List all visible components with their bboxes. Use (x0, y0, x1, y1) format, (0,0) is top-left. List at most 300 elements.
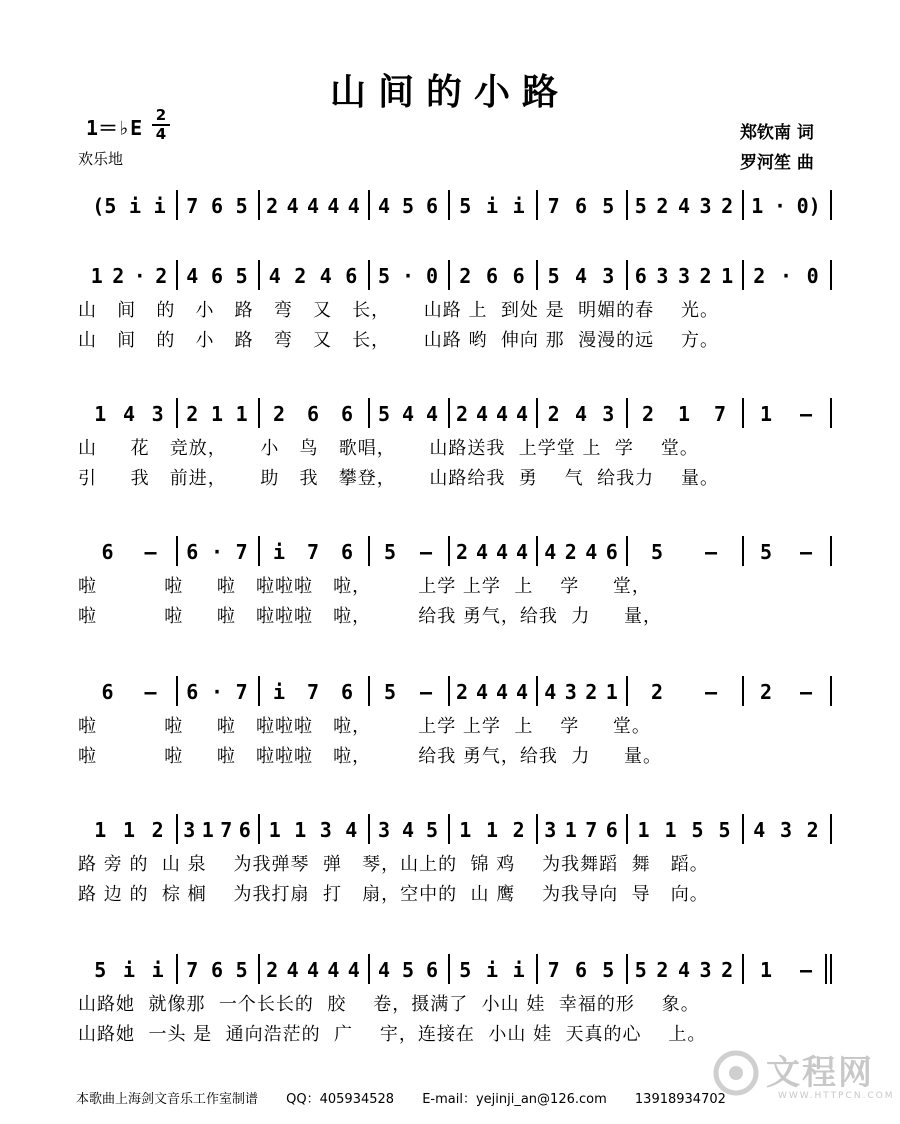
footer-phone: 13918934702 (634, 1092, 726, 1107)
note: 1 (294, 818, 307, 842)
measure (452, 192, 532, 220)
note: 4 (122, 402, 135, 426)
watermark-logo-icon (708, 1045, 764, 1101)
note: 3 (377, 818, 391, 842)
note: · (401, 264, 415, 288)
barline (176, 190, 178, 220)
note: 5 (377, 264, 391, 288)
note: 1 (751, 194, 764, 218)
footer-qq: QQ：405934528 (286, 1092, 395, 1107)
barline (448, 954, 450, 984)
note: 4 (377, 194, 391, 218)
note: 6 (512, 264, 525, 288)
note: 2 (186, 402, 199, 426)
barline (176, 260, 178, 290)
note: 7 (186, 958, 199, 982)
barline (536, 814, 538, 844)
barline (258, 190, 260, 220)
note: i (512, 958, 525, 982)
note: 4 (475, 540, 489, 564)
note: 4 (401, 818, 415, 842)
measure (452, 956, 532, 984)
measure (180, 192, 254, 220)
note: 3 (699, 958, 712, 982)
note: 1 (759, 958, 773, 982)
lyric-line-4-verse-1: 啦 啦 啦 啦啦啦 啦， 上学 上学 上 学 堂。 (78, 716, 651, 737)
barline (742, 190, 744, 220)
note: 4 (286, 194, 299, 218)
note: (5 (92, 194, 117, 218)
measure (372, 956, 444, 984)
barline (176, 398, 178, 428)
note: 1 (122, 818, 135, 842)
measure (630, 678, 738, 706)
barline (368, 814, 370, 844)
note: – (144, 680, 157, 704)
lyricist-credit: 郑钦南 词 (740, 123, 814, 143)
measure (746, 956, 826, 984)
note: 4 (753, 818, 766, 842)
note: 6 (340, 540, 354, 564)
measure (262, 400, 364, 428)
note: 4 (574, 264, 588, 288)
measure (262, 262, 364, 290)
measure (630, 538, 738, 566)
barline (626, 536, 628, 566)
note: i (128, 194, 142, 218)
note: 5 (459, 194, 472, 218)
lyric-line-2-verse-2: 引 我 前进， 助 我 攀登， 山路给我 勇 气 给我力 量。 (78, 468, 719, 489)
lyric-line-1-verse-2: 山 间 的 小 路 弯 又 长， 山路 哟 伸向 那 漫漫的远 方。 (78, 330, 719, 351)
note: 1 (637, 818, 650, 842)
barline (626, 398, 628, 428)
notation-row-5 (0, 810, 900, 850)
note: i (122, 958, 135, 982)
note: 6 (574, 958, 588, 982)
note: 2 (721, 194, 734, 218)
barline (742, 814, 744, 844)
note: 1 (677, 402, 691, 426)
barline (536, 954, 538, 984)
lyric-line-3-verse-1: 啦 啦 啦 啦啦啦 啦， 上学 上学 上 学 堂， (78, 576, 651, 597)
note: 1 (90, 264, 103, 288)
note: 5 (235, 264, 248, 288)
note: 6 (210, 194, 223, 218)
barline (742, 398, 744, 428)
note: 4 (286, 958, 299, 982)
note: 7 (547, 958, 560, 982)
measure (746, 538, 826, 566)
barline (258, 676, 260, 706)
note: 2 (112, 264, 125, 288)
note: i (272, 680, 286, 704)
note: 1 (268, 818, 281, 842)
note: 1 (210, 402, 223, 426)
measure (180, 816, 254, 844)
note: 5 (401, 194, 415, 218)
note: 2 (266, 194, 279, 218)
note: 2 (455, 540, 469, 564)
note: 1 (759, 402, 773, 426)
barline (536, 260, 538, 290)
measure (746, 262, 826, 290)
note: 5 (235, 958, 248, 982)
note: 1 (201, 818, 214, 842)
note: i (153, 194, 166, 218)
note: 5 (235, 194, 248, 218)
note: – (799, 958, 813, 982)
measure (262, 956, 364, 984)
note: – (419, 540, 433, 564)
note: 6 (634, 264, 647, 288)
note: 6 (101, 680, 114, 704)
note: 4 (495, 402, 509, 426)
barline (626, 676, 628, 706)
barline (368, 536, 370, 566)
note: 1 (605, 680, 618, 704)
notation-row-2 (0, 394, 900, 434)
measure (372, 400, 444, 428)
measure (540, 956, 622, 984)
note: 2 (650, 680, 664, 704)
note: 6 (238, 818, 251, 842)
measure (452, 538, 532, 566)
site-watermark (708, 1045, 895, 1105)
note: 4 (677, 194, 690, 218)
measure (262, 192, 364, 220)
barline (258, 814, 260, 844)
note: 2 (641, 402, 655, 426)
measure (746, 816, 826, 844)
barline (536, 398, 538, 428)
note: 6 (605, 540, 618, 564)
note: 4 (425, 402, 439, 426)
note: 6 (186, 540, 199, 564)
note: i (272, 540, 286, 564)
barline (536, 676, 538, 706)
note: 3 (544, 818, 557, 842)
notation-row-intro (0, 186, 900, 226)
barline (626, 814, 628, 844)
note: 2 (512, 818, 525, 842)
note: 3 (677, 264, 690, 288)
note: 1 (664, 818, 677, 842)
note: – (144, 540, 157, 564)
note: 5 (383, 540, 397, 564)
measure (372, 192, 444, 220)
note: 6 (425, 958, 439, 982)
note: 5 (634, 194, 647, 218)
footer-studio: 本歌曲上海剑文音乐工作室制谱 (76, 1092, 259, 1107)
note: 6 (574, 194, 588, 218)
barline (830, 260, 832, 290)
barline (830, 676, 832, 706)
note: 2 (547, 402, 560, 426)
note: 6 (605, 818, 618, 842)
note: 2 (585, 680, 598, 704)
notation-row-6 (0, 950, 900, 990)
note: 1 (94, 818, 107, 842)
note: 1 (721, 264, 734, 288)
measure (262, 538, 364, 566)
lyric-line-1-verse-1: 山 间 的 小 路 弯 又 长， 山路 上 到处 是 明媚的春 光。 (78, 300, 719, 321)
note: 4 (574, 402, 588, 426)
measure (540, 678, 622, 706)
time-signature-top: 2 (155, 106, 167, 124)
note: 6 (425, 194, 439, 218)
note: 4 (544, 680, 557, 704)
note: – (799, 680, 813, 704)
note: 5 (459, 958, 472, 982)
note: 4 (345, 818, 358, 842)
note: 3 (699, 194, 712, 218)
watermark-url: WWW.HTTPCN.COM (778, 1091, 895, 1101)
note: 4 (585, 540, 598, 564)
note: – (704, 540, 718, 564)
barline (448, 676, 450, 706)
barline (258, 954, 260, 984)
note: 7 (235, 540, 248, 564)
time-signature-bottom: 4 (155, 125, 167, 143)
measure (86, 538, 172, 566)
note: 4 (475, 680, 489, 704)
barline (742, 260, 744, 290)
note: 6 (485, 264, 498, 288)
note: 2 (155, 264, 168, 288)
note: 6 (306, 402, 320, 426)
note: 3 (779, 818, 792, 842)
measure (540, 192, 622, 220)
lyric-line-2-verse-1: 山 花 竞放， 小 鸟 歌唱， 山路送我 上学堂 上 学 堂。 (78, 438, 699, 459)
barline (176, 676, 178, 706)
note: 2 (753, 264, 766, 288)
lyric-line-4-verse-2: 啦 啦 啦 啦啦啦 啦， 给我 勇气，给我 力 量。 (78, 746, 662, 767)
barline (368, 190, 370, 220)
note: 4 (544, 540, 557, 564)
barline (176, 954, 178, 984)
note: 4 (327, 194, 340, 218)
measure (452, 262, 532, 290)
composer-credit: 罗河笙 曲 (740, 153, 814, 173)
note: · (133, 264, 146, 288)
note: 4 (515, 402, 529, 426)
measure (86, 956, 172, 984)
barline (830, 536, 832, 566)
note: 3 (319, 818, 332, 842)
note: – (799, 402, 813, 426)
note: 7 (186, 194, 199, 218)
note: 2 (699, 264, 712, 288)
measure (86, 192, 172, 220)
note: 5 (759, 540, 773, 564)
note: 3 (183, 818, 196, 842)
note: 6 (101, 540, 114, 564)
note: 2 (656, 958, 669, 982)
note: 2 (806, 818, 819, 842)
note: 1 (235, 402, 248, 426)
note: 4 (319, 264, 332, 288)
note: – (419, 680, 433, 704)
note: 6 (345, 264, 358, 288)
barline (626, 954, 628, 984)
note: i (485, 194, 498, 218)
measure (630, 956, 738, 984)
note: 5 (650, 540, 664, 564)
note: i (512, 194, 525, 218)
note: 3 (151, 402, 164, 426)
measure (86, 678, 172, 706)
note: 4 (495, 540, 509, 564)
measure (452, 400, 532, 428)
measure (452, 816, 532, 844)
measure (372, 816, 444, 844)
footer (76, 1088, 750, 1107)
measure (180, 400, 254, 428)
barline (368, 260, 370, 290)
note: 2 (656, 194, 669, 218)
note: 2 (721, 958, 734, 982)
note: i (485, 958, 498, 982)
barline (258, 536, 260, 566)
barline (448, 536, 450, 566)
note: 4 (347, 194, 360, 218)
measure (180, 262, 254, 290)
barline (448, 190, 450, 220)
time-signature (152, 108, 170, 142)
lyric-line-3-verse-2: 啦 啦 啦 啦啦啦 啦， 给我 勇气，给我 力 量， (78, 606, 662, 627)
note: 1 (564, 818, 577, 842)
note: 4 (306, 958, 319, 982)
note: · (210, 680, 223, 704)
note: 4 (327, 958, 340, 982)
note: 7 (306, 680, 320, 704)
note: 2 (759, 680, 773, 704)
barline (742, 536, 744, 566)
note: 2 (266, 958, 279, 982)
measure (746, 192, 826, 220)
barline (258, 398, 260, 428)
note: – (704, 680, 718, 704)
barline (830, 190, 832, 220)
measure (86, 262, 172, 290)
barline (830, 954, 832, 984)
barline (830, 398, 832, 428)
note: 2 (272, 402, 286, 426)
note: 4 (377, 958, 391, 982)
note: 4 (475, 402, 489, 426)
note: 4 (186, 264, 199, 288)
measure (540, 538, 622, 566)
lyric-line-6-verse-2: 山路她 一头 是 通向浩茫的 广 宇，连接在 小山 娃 天真的心 上。 (78, 1024, 707, 1045)
barline (258, 260, 260, 290)
measure (630, 262, 738, 290)
measure (746, 678, 826, 706)
note: 5 (383, 680, 397, 704)
measure (262, 678, 364, 706)
note: 5 (602, 958, 615, 982)
note: 5 (718, 818, 731, 842)
note: 6 (340, 402, 354, 426)
barline (448, 398, 450, 428)
note: 0 (425, 264, 439, 288)
note: 2 (455, 402, 469, 426)
note: 2 (564, 540, 577, 564)
barline (368, 398, 370, 428)
footer-email: E-mail：yejinji_an@126.com (422, 1092, 607, 1107)
note: – (799, 540, 813, 564)
barline (448, 814, 450, 844)
key-signature: 1＝♭E (86, 116, 143, 140)
note: · (210, 540, 223, 564)
note: 1 (459, 818, 472, 842)
note: 2 (294, 264, 307, 288)
note: 3 (656, 264, 669, 288)
barline (742, 954, 744, 984)
barline (830, 814, 832, 844)
note: 2 (459, 264, 472, 288)
lyric-line-5-verse-1: 路 旁 的 山 泉 为我弹琴 弹 琴，山上的 锦 鸡 为我舞蹈 舞 蹈。 (78, 854, 709, 875)
note: 5 (401, 958, 415, 982)
note: 4 (347, 958, 360, 982)
barline (626, 260, 628, 290)
note: 5 (691, 818, 704, 842)
barline (536, 536, 538, 566)
note: 5 (634, 958, 647, 982)
note: 5 (377, 402, 391, 426)
note: 1 (94, 402, 107, 426)
note: 4 (268, 264, 281, 288)
note: 7 (585, 818, 598, 842)
notation-row-4 (0, 672, 900, 712)
measure (452, 678, 532, 706)
barline (536, 190, 538, 220)
measure (180, 956, 254, 984)
note: 4 (515, 540, 529, 564)
note: 2 (151, 818, 164, 842)
note: 3 (602, 402, 615, 426)
note: 4 (306, 194, 319, 218)
measure (746, 400, 826, 428)
measure (180, 678, 254, 706)
barline (742, 676, 744, 706)
note: 5 (425, 818, 439, 842)
measure (630, 816, 738, 844)
measure (372, 262, 444, 290)
measure (372, 538, 444, 566)
note: i (151, 958, 164, 982)
barline (448, 260, 450, 290)
note: 0) (796, 194, 821, 218)
note: 0 (806, 264, 819, 288)
measure (86, 400, 172, 428)
note: 3 (564, 680, 577, 704)
watermark-text: 文程网 (766, 1053, 874, 1093)
note: 1 (485, 818, 498, 842)
measure (372, 678, 444, 706)
note: 5 (602, 194, 615, 218)
note: 4 (677, 958, 690, 982)
barline (626, 190, 628, 220)
barline (368, 676, 370, 706)
note: 7 (713, 402, 727, 426)
note: 6 (186, 680, 199, 704)
barline (368, 954, 370, 984)
measure (262, 816, 364, 844)
note: 3 (602, 264, 615, 288)
note: 6 (210, 264, 223, 288)
measure (630, 400, 738, 428)
note: 4 (401, 402, 415, 426)
